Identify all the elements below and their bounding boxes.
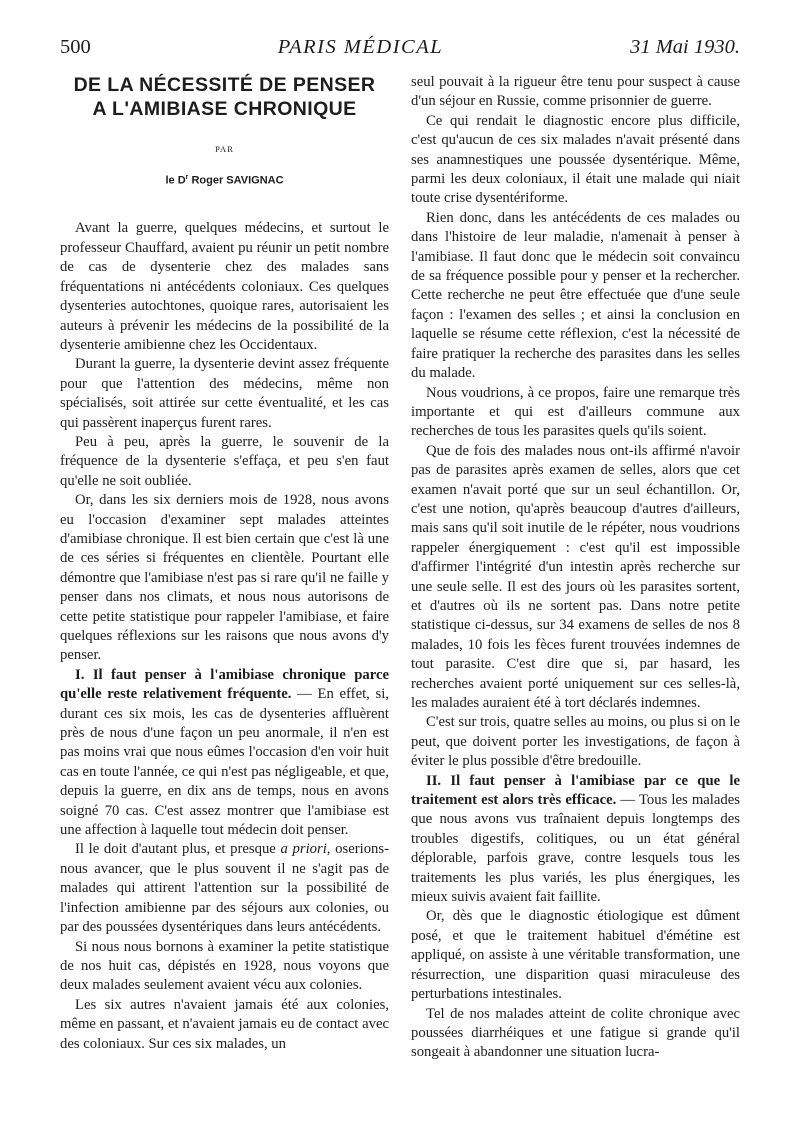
author bbox=[60, 168, 389, 191]
author-name: Roger SAVIGNAC bbox=[188, 175, 284, 188]
paragraph: Rien donc, dans les antécédents de ces malades ou dans l'histoire de leur maladie, n'amenait à penser à l'amibiase. Il faut donc que le médecin soit convaincu de sa fréquence possible pour y penser et la rechercher. Cette recherche ne peut être effectuée que d'une seule façon : l'examen des selles ; et ainsi la conclusion en laquelle se résume cette réflexion, c'est la nécessité de faire pratiquer la recherche des parasites dans les selles du malade. bbox=[411, 209, 740, 382]
running-head bbox=[60, 36, 740, 59]
section-2-heading: II. Il faut penser à l'amibiase par ce que le traitement est alors très efficace. bbox=[411, 772, 740, 809]
paragraph: seul pouvait à la rigueur être tenu pour suspect à cause d'un séjour en Russie, comme prisonnier de guerre. bbox=[411, 74, 740, 110]
paragraph: Or, dès que le diagnostic étiologique est dûment posé, et que le traitement habituel d'émétine est appliqué, on assiste à une véritable transformation, une résurrection, une disparition quasi miraculeuse des perturbations intestinales. bbox=[411, 908, 740, 1003]
paragraph: Avant la guerre, quelques médecins, et surtout le professeur Chauffard, avaient pu réunir un petit nombre de cas de dysenterie chez des malades sans fréquentations ni antécédents coloniaux. Ces quelques dysenteries autochtones, quoique rares, autorisaient les auteurs à prévenir les médecins de la possibilité de la dysenterie amibienne chez les Occidentaux. bbox=[60, 220, 389, 353]
page-number: 500 bbox=[60, 36, 91, 58]
section-1-heading: I. Il faut penser à l'amibiase chronique parce qu'elle reste relativement fréquente. bbox=[60, 666, 389, 703]
paragraph: C'est sur trois, quatre selles au moins, ou plus si on le peut, que doivent porter les investigations, de façon à éviter le plus possible d'être bredouille. bbox=[411, 714, 740, 770]
section-1-paragraph bbox=[60, 666, 389, 841]
section-2-paragraph bbox=[411, 772, 740, 908]
paragraph: Durant la guerre, la dysenterie devint assez fréquente pour que l'attention des médecins, même non spécialisés, soit attirée sur cette éventualité, et les cas qui passèrent inaperçus furent rares. bbox=[60, 356, 389, 431]
paragraph bbox=[60, 840, 389, 937]
paragraph: Tel de nos malades atteint de colite chronique avec poussées diarrhéiques et une fatigue si grande qu'il songeait à abandonner une situation lucra- bbox=[411, 1005, 740, 1061]
paragraph-text: , oserions-nous avancer, que le plus souvent il ne s'agit pas de malades qui attirent l'attention sur la possibilité de l'infection amibienne par des séjours aux colonies, ou par des poussées dysentériques dans leurs antécédents. bbox=[60, 841, 389, 936]
author-sup: r bbox=[185, 174, 189, 182]
article-columns bbox=[60, 73, 740, 1063]
paragraph: Si nous nous bornons à examiner la petite statistique de nos huit cas, dépistés en 1928, nous voyons que deux malades seulement avaient vécu aux colonies. bbox=[60, 938, 389, 994]
paragraph: Nous voudrions, à ce propos, faire une remarque très importante et qui est d'ailleurs commune aux recherches de tous les parasites quels qu'ils soient. bbox=[411, 384, 740, 440]
byline-par: PAR bbox=[215, 144, 234, 154]
issue-date: 31 Mai 1930. bbox=[630, 36, 740, 58]
left-column bbox=[60, 73, 389, 1063]
article-title bbox=[60, 73, 389, 121]
section-2-text: — Tous les malades que nous avons vus traînaient depuis longtemps des troubles digestifs, colitiques, ou un état général déplorable, parfois grave, contre lesquels tous les traitements les plus variés, les plus énergiques, les mieux suivis avaient fait faillite. bbox=[411, 792, 740, 906]
emphasis: a priori bbox=[280, 841, 327, 858]
journal-title: PARIS MÉDICAL bbox=[277, 36, 444, 58]
author-prefix: le D bbox=[165, 175, 186, 188]
paragraph-text: Il le doit d'autant plus, et presque bbox=[75, 841, 281, 858]
title-line-1: DE LA NÉCESSITÉ DE PENSER bbox=[73, 74, 376, 96]
title-line-2: A L'AMIBIASE CHRONIQUE bbox=[92, 98, 357, 120]
paragraph: Or, dans les six derniers mois de 1928, nous avons eu l'occasion d'examiner sept malades atteintes d'amibiase chronique. Il est bien certain que c'est là une de ces séries si fréquentes en clientèle. Pourtant elle démontre que l'amibiase n'est pas si rare qu'il ne faille y penser dans nos climats, et nous nous autorisons de cette petite statistique pour rappeler l'amibiase, et faire quelques réflexions sur les raisons que nous avons d'y penser. bbox=[60, 492, 389, 664]
paragraph: Ce qui rendait le diagnostic encore plus difficile, c'est qu'aucun de ces six malades n'avait présenté dans ses anamnestiques une poussée dysentérique. Même, parmi les deux coloniaux, il était une malade qui niait toute crise dysentériforme. bbox=[411, 112, 740, 207]
right-column bbox=[411, 73, 740, 1063]
paragraph: Les six autres n'avaient jamais été aux colonies, même en passant, et n'avaient jamais eu de contact avec des coloniaux. Sur ces six malades, un bbox=[60, 996, 389, 1052]
paragraph: Peu à peu, après la guerre, le souvenir de la fréquence de la dysenterie s'effaça, et peu s'en faut qu'elle ne soit oubliée. bbox=[60, 433, 389, 489]
paragraph: Que de fois des malades nous ont-ils affirmé n'avoir pas de parasites après examen de selles, alors que cet examen n'avait porté que sur un seul échantillon. Or, c'est une notion, qu'après beaucoup d'autres d'ailleurs, mais sans qu'il soit inutile de le répéter, nous voudrions rappeler énergiquement : c'est qu'il est impossible d'affirmer l'intégrité d'un intestin après recherche sur une seule selle. Il est des jours où les parasites sortent, et d'autres où ils ne sortent pas. Dans notre petite statistique ci-dessus, sur 34 examens de selles de nos 8 malades, 10 fois les fèces furent trouvées indemnes de tout parasite. C'est dire que si, par hasard, les recherches avaient porté uniquement sur ces selles-là, les malades auraient été à tort déclarés indemnes. bbox=[411, 442, 740, 711]
section-1-text: — En effet, si, durant ces six mois, les cas de dysenteries affluèrent près de nous d'une façon un peu anormale, il n'en est pas moins vrai que nous eûmes l'occasion d'en voir huit cas en toute l'année, ce qui n'est pas négligeable, et que, depuis la guerre, en dix ans de temps, nous en avons soigné 70 cas. C'est assez montrer que l'amibiase est une affection à laquelle tout médecin doit penser. bbox=[60, 686, 389, 839]
